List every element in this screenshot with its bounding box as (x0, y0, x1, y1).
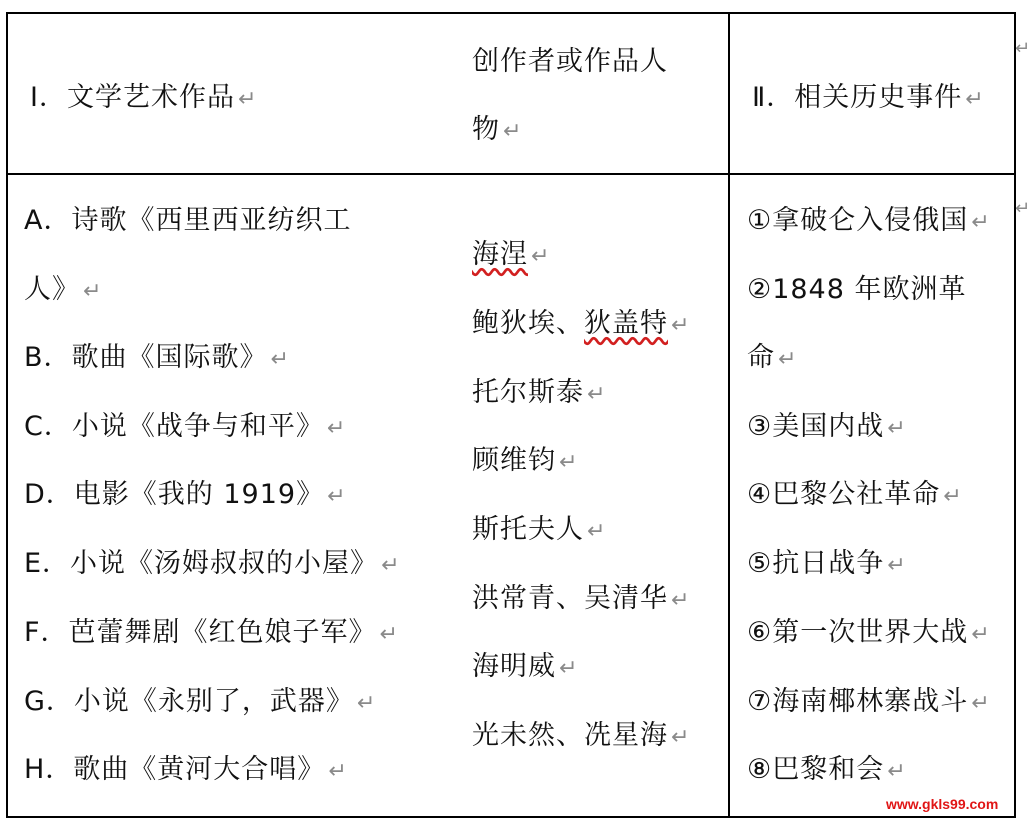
event-7 (747, 688, 991, 715)
return-mark: ↵ (887, 759, 907, 784)
event-3-text: ③美国内战 (747, 411, 885, 442)
header-creators-line-1 (472, 48, 668, 75)
work-e-text: E．小说《汤姆叔叔的小屋》 (24, 548, 379, 579)
event-1-text: ①拿破仑入侵俄国 (747, 205, 969, 236)
return-mark: ↵ (887, 416, 907, 441)
return-mark: ↵ (671, 588, 691, 613)
return-mark: ↵ (83, 279, 103, 304)
event-2-text-line-2: 命 (747, 342, 775, 373)
return-mark: ↵ (943, 484, 963, 509)
work-g (24, 688, 376, 715)
creator-8-text: 光未然、冼星海 (472, 720, 668, 751)
table-right-border (1014, 12, 1016, 818)
creator-4 (472, 447, 578, 474)
return-mark: ↵ (671, 725, 691, 750)
column-divider (728, 12, 730, 818)
work-c-text: C．小说《战争与和平》 (24, 411, 324, 442)
header-creators-label-line-1: 创作者或作品人 (472, 46, 668, 77)
work-f (24, 619, 399, 646)
creator-7 (472, 653, 578, 680)
work-e (24, 550, 401, 577)
work-g-text: G．小说《永别了，武器》 (24, 686, 354, 717)
work-a-text-line-2: 人》 (24, 274, 80, 305)
work-d (24, 481, 347, 508)
header-divider (6, 173, 1016, 175)
return-mark: ↵ (326, 416, 347, 441)
return-mark: ↵ (587, 519, 607, 544)
work-a-text-line-1: A．诗歌《西里西亚纺织工 (24, 205, 352, 236)
event-5-text: ⑤抗日战争 (747, 548, 885, 579)
header-historical-events-label: Ⅱ．相关历史事件 (752, 82, 963, 113)
return-mark: ↵ (381, 553, 401, 578)
return-mark: ↵ (328, 759, 348, 784)
header-creators-line-2 (472, 116, 522, 143)
work-c (24, 413, 346, 440)
return-mark: ↵ (559, 656, 579, 681)
return-mark: ↵ (327, 484, 347, 509)
header-literary-works (30, 84, 257, 111)
event-2-line-2 (747, 344, 797, 371)
work-a-line-2 (24, 276, 102, 303)
creator-8 (472, 722, 690, 749)
return-mark: ↵ (887, 553, 907, 578)
header-historical-events (752, 84, 985, 111)
creator-1-text: 海涅 (472, 239, 528, 270)
event-2-text-line-1: ②1848 年欧洲革 (747, 274, 967, 305)
header-creators-label-line-2: 物 (472, 114, 500, 145)
return-mark: ↵ (778, 347, 798, 372)
header-literary-works-label: Ⅰ．文学艺术作品 (30, 82, 235, 113)
event-5 (747, 550, 907, 577)
event-2-line-1 (747, 276, 967, 303)
work-a-line-1 (24, 207, 351, 234)
table-top-border (6, 12, 1016, 14)
work-b (24, 344, 290, 371)
creator-2 (472, 310, 690, 337)
return-mark: ↵ (559, 450, 579, 475)
return-mark: ↵ (971, 210, 991, 235)
work-h-text: H．歌曲《黄河大合唱》 (24, 754, 326, 785)
work-b-text: B．歌曲《国际歌》 (24, 342, 268, 373)
return-mark: ↵ (531, 244, 551, 269)
event-6 (747, 619, 991, 646)
event-1 (747, 207, 991, 234)
creator-2-text-part-1: 鲍狄埃、 (472, 308, 584, 339)
creator-2-text-part-2: 狄盖特 (584, 308, 668, 339)
return-mark: ↵ (270, 347, 290, 372)
creator-5-text: 斯托夫人 (472, 514, 584, 545)
event-3 (747, 413, 907, 440)
creator-5 (472, 516, 606, 543)
work-d-text: D．电影《我的 1919》 (24, 479, 325, 510)
creator-3 (472, 379, 606, 406)
creator-1 (472, 241, 550, 268)
return-mark: ↵ (356, 691, 377, 716)
edge-return-mark: ↵ (1015, 38, 1030, 59)
return-mark: ↵ (237, 87, 258, 112)
return-mark: ↵ (965, 87, 985, 112)
work-h (24, 756, 348, 783)
edge-return-mark: ↵ (1015, 198, 1030, 219)
event-8-text: ⑧巴黎和会 (747, 754, 885, 785)
event-7-text: ⑦海南椰林寨战斗 (747, 686, 969, 717)
creator-7-text: 海明威 (472, 651, 556, 682)
table-left-border (6, 12, 8, 818)
return-mark: ↵ (671, 313, 691, 338)
site-watermark: www.gkls99.com (886, 796, 999, 812)
event-4-text: ④巴黎公社革命 (747, 479, 941, 510)
event-4 (747, 481, 963, 508)
return-mark: ↵ (971, 691, 991, 716)
event-8 (747, 756, 907, 783)
creator-4-text: 顾维钧 (472, 445, 556, 476)
work-f-text: F．芭蕾舞剧《红色娘子军》 (24, 617, 377, 648)
creator-6-text: 洪常青、吴清华 (472, 583, 668, 614)
return-mark: ↵ (379, 622, 399, 647)
return-mark: ↵ (503, 119, 523, 144)
creator-6 (472, 585, 690, 612)
return-mark: ↵ (587, 382, 607, 407)
creator-3-text: 托尔斯泰 (472, 377, 584, 408)
event-6-text: ⑥第一次世界大战 (747, 617, 969, 648)
table-bottom-border (6, 816, 1016, 818)
return-mark: ↵ (971, 622, 991, 647)
